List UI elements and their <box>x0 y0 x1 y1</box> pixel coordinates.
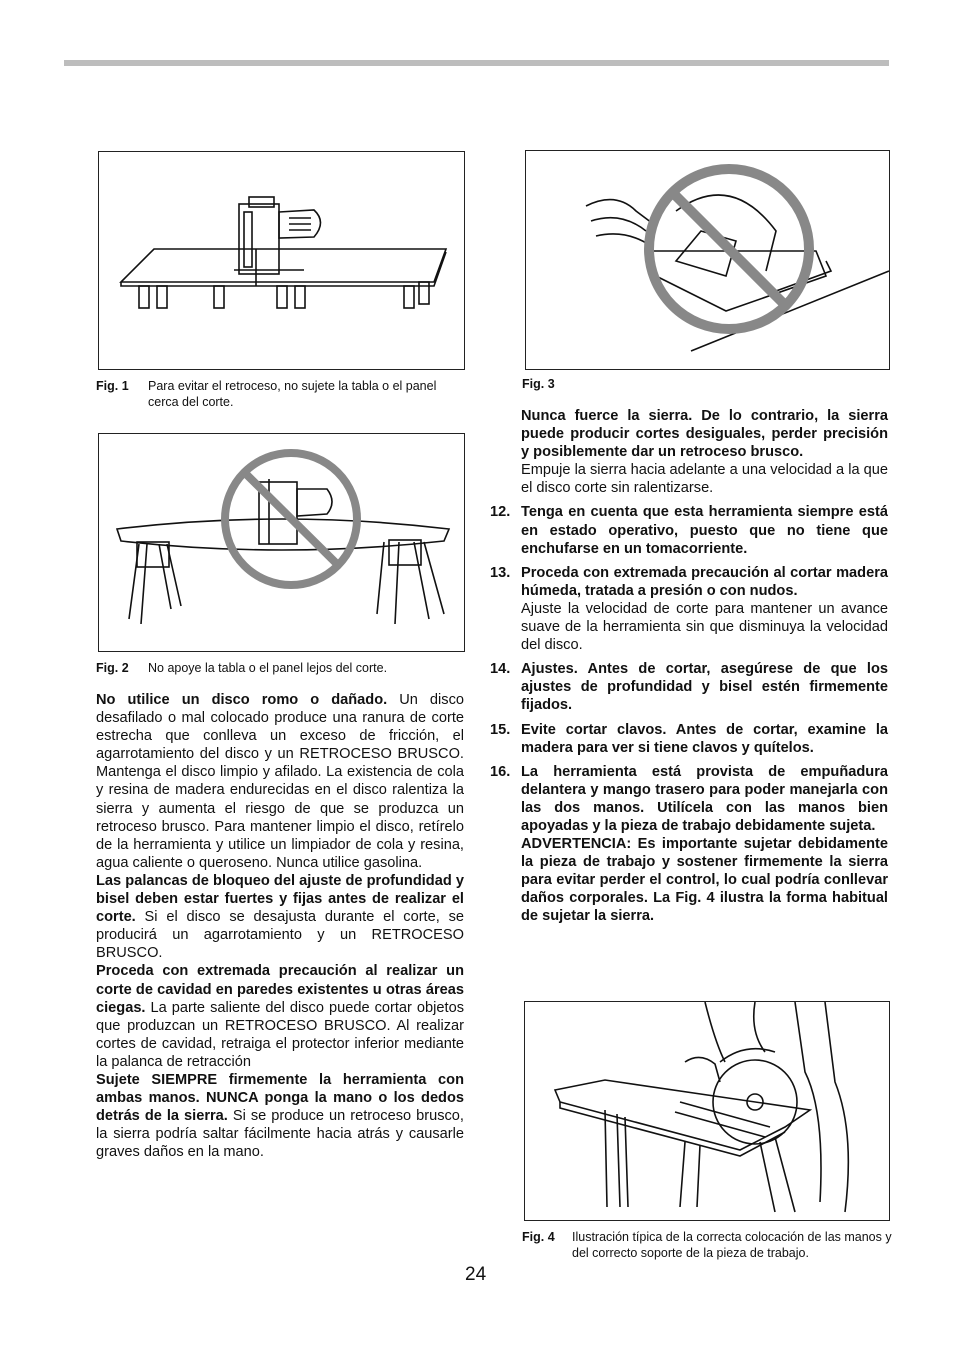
paragraph-lock-levers <box>96 872 464 962</box>
item-number: 12. <box>490 504 511 521</box>
item-number: 13. <box>490 564 511 581</box>
paragraph-body: Un disco desafilado o mal colocado produce una ranura de corte estrecha que conlleva un exceso de fricción, el agarrotamiento del disco y un RETROCESO BRUSCO. Mantenga el disco limpio y afilado. La existencia de cola y resina de madera endurecidas en el disco ralentiza la sierra y aumenta el riesgo de que se produzca un retroceso brusco. Para mantener limpio el disco, retírelo de la herramienta y utilice un limpiador de cola y resina, agua caliente o queroseno. Nunca utilice gasolina. <box>96 692 464 871</box>
list-item-15 <box>490 721 888 757</box>
paragraph-heading: No utilice un disco romo o dañado. <box>96 692 388 708</box>
paragraph-pocket-cut <box>96 962 464 1071</box>
figure-3-caption <box>522 376 602 392</box>
paragraph-both-hands <box>96 1071 464 1161</box>
item-heading: La herramienta está provista de empuñadura delantera y mango trasero para poder manejarla con las dos manos. Utilícela con las manos bien apoyadas y la pieza de trabajo debidamente sujeta. <box>521 763 888 834</box>
figure-2-image <box>98 433 465 652</box>
item-heading: Tenga en cuenta que esta herramienta siempre está en estado operativo, puesto que no tiene que enchufarse en un tomacorriente. <box>521 504 888 557</box>
figure-2-caption <box>96 660 466 678</box>
item-heading: Evite cortar clavos. Antes de cortar, examine la madera para ver si tiene clavos y quítelos. <box>521 721 888 756</box>
item-number: 16. <box>490 763 511 780</box>
paragraph-heading: Las palancas de bloqueo del ajuste de profundidad y bisel deben estar fuertes y fijas antes de realizar el corte. <box>96 872 464 926</box>
forcing-saw-prohibited-illustration <box>526 151 889 369</box>
figure-1-caption <box>96 378 466 412</box>
figure-4-caption <box>522 1229 892 1263</box>
figure-label: Fig. 1 <box>96 379 129 393</box>
figure-1-image <box>98 151 465 370</box>
paragraph-body: Si el disco se desajusta durante el corte, se producirá un agarrotamiento y un RETROCESO BRUSCO. <box>96 909 464 962</box>
item-number: 14. <box>490 661 511 678</box>
figure-4-image <box>524 1001 890 1221</box>
figure-label: Fig. 3 <box>522 377 555 391</box>
figure-3-image <box>525 150 890 370</box>
paragraph-body: Si se produce un retroceso brusco, la sierra podría saltar fácilmente hacia atrás y causarle graves daños en la mano. <box>96 1108 464 1161</box>
figure-label: Fig. 4 <box>522 1230 555 1244</box>
item-number: 15. <box>490 721 511 738</box>
left-text-column <box>96 691 464 1161</box>
saw-on-supported-board-illustration <box>99 152 464 369</box>
list-item-13 <box>490 564 888 654</box>
caption-text: No apoye la tabla o el panel lejos del corte. <box>148 661 388 675</box>
header-rule <box>64 60 889 66</box>
intro-paragraph <box>490 407 888 497</box>
figure-label: Fig. 2 <box>96 661 129 675</box>
caption-text: Para evitar el retroceso, no sujete la tabla o el panel cerca del corte. <box>148 379 437 409</box>
list-item-16 <box>490 763 888 926</box>
right-text-column <box>490 407 888 932</box>
warning-text: ADVERTENCIA: Es importante sujetar debidamente la pieza de trabajo y sostener firmemente la sierra para evitar perder el control, lo cual podría conllevar daños corporales. La Fig. 4 ilustra la forma habitual de sujetar la sierra. <box>521 836 888 925</box>
correct-hand-position-illustration <box>525 1002 889 1220</box>
item-heading: Proceda con extremada precaución al cortar madera húmeda, tratada a presión o con nudos. <box>521 564 888 599</box>
paragraph-heading: Proceda con extremada precaución al realizar un corte de cavidad en paredes existentes u otras áreas ciegas. <box>96 963 464 1016</box>
paragraph-body: Empuje la sierra hacia adelante a una velocidad a la que el disco corte sin ralentizarse. <box>521 462 888 497</box>
paragraph-dull-blade <box>96 691 464 872</box>
page-number: 24 <box>465 1264 487 1285</box>
item-body: Ajuste la velocidad de corte para mantener un avance suave de la herramienta sin que disminuya la velocidad del disco. <box>521 600 888 654</box>
caption-text: Ilustración típica de la correcta colocación de las manos y del correcto soporte de la pieza de trabajo. <box>572 1230 892 1260</box>
list-item-12 <box>490 503 888 557</box>
saw-on-sagging-board-illustration <box>99 434 464 651</box>
item-heading: Ajustes. Antes de cortar, asegúrese de que los ajustes de profundidad y bisel estén firmemente fijados. <box>521 661 888 714</box>
paragraph-body: La parte saliente del disco puede cortar objetos que produzcan un RETROCESO BRUSCO. Al realizar cortes de cavidad, retraiga el protector inferior mediante la palanca de retracción <box>96 999 464 1070</box>
paragraph-heading: Sujete SIEMPRE firmemente la herramienta con ambas manos. NUNCA ponga la mano o los dedos detrás de la sierra. <box>96 1071 464 1125</box>
list-item-14 <box>490 660 888 714</box>
paragraph-heading: Nunca fuerce la sierra. De lo contrario, la sierra puede producir cortes desiguales, perder precisión y posiblemente dar un retroceso brusco. <box>521 408 888 461</box>
